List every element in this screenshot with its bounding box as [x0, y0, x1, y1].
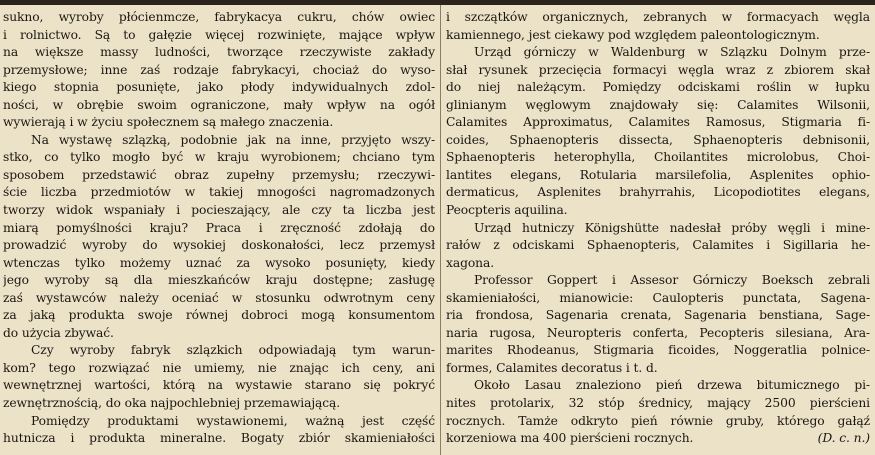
text-line: [446, 290, 870, 308]
text-line: [3, 360, 435, 378]
line-text: coides, Sphaenopteris dissecta, Sphaenopteris debnisonii,: [446, 132, 870, 147]
line-text: prowadzić wyroby do wysokiej doskonałości, lecz przemysł: [3, 238, 435, 253]
top-rule: [0, 0, 875, 5]
text-line: [3, 342, 435, 360]
line-text: wewnętrznej wartości, którą na wystawie starano się pokryć: [3, 378, 435, 393]
line-text: skamieniałości, mianowicie: Caulopteris punctata, Sagena-: [446, 290, 870, 305]
line-text: rocznych. Tamże odkryto pień równie gruby, którego gałąź: [446, 413, 870, 428]
line-text: zewnętrznością, do oka najpochlebniej przemawiającą.: [3, 396, 341, 411]
left-column: [3, 9, 435, 448]
line-text: do użycia zbywać.: [3, 325, 114, 340]
text-line: [3, 220, 435, 238]
text-line: [446, 395, 870, 413]
text-line: [3, 325, 435, 343]
column-divider: [440, 5, 441, 455]
line-text: wywierają i w życiu społecznem są małego znaczenia.: [3, 115, 334, 130]
text-line: [446, 360, 870, 378]
text-line: [446, 237, 870, 255]
text-line: [3, 167, 435, 185]
line-text: tworzy widok wspaniały i pocieszający, ale czy ta liczba jest: [3, 203, 435, 218]
line-text: Urząd hutniczy Königshütte nadesłał próby węgli i mine-: [474, 220, 870, 235]
text-line: [3, 79, 435, 97]
text-line: [446, 79, 870, 97]
line-text: xagona.: [446, 255, 495, 270]
text-line: [3, 44, 435, 62]
line-text: glinianym węglowym znajdowały się: Calamites Wilsonii,: [446, 97, 870, 112]
line-text: do niej należącym. Pomiędzy odciskami roślin w łupku: [446, 80, 870, 95]
line-text: Czy wyroby fabryk szlązkich odpowiadają tym warun-: [31, 343, 435, 358]
line-text: Na wystawę szlązką, podobnie jak na inne, przyjęto wszy-: [31, 132, 435, 147]
text-line: [3, 377, 435, 395]
line-text: hutnicza i produkta mineralne. Bogaty zbiór skamieniałości: [3, 431, 435, 446]
line-text: dermaticus, Asplenites brahyrrahis, Licopodiotites elegans,: [446, 185, 870, 200]
text-line: [446, 167, 870, 185]
line-text: Calamites Approximatus, Calamites Ramosus, Stigmaria fi-: [446, 115, 870, 130]
line-text: Pomiędzy produktami wystawionemi, ważną jest część: [31, 413, 435, 428]
text-line: [3, 62, 435, 80]
line-text: marites Rhodeanus, Stigmaria ficoides, Noggeratlia polnice-: [446, 343, 870, 358]
line-text: korzeniowa ma 400 pierścieni rocznych.: [446, 431, 694, 446]
text-line: [3, 307, 435, 325]
text-line: [446, 430, 870, 448]
text-line: [446, 220, 870, 238]
text-line: [3, 430, 435, 448]
line-text: rałów z odciskami Sphaenopteris, Calamites i Sigillaria he-: [446, 238, 870, 253]
line-text: jego wyroby są dla mieszkańców kraju dostępne; zasługę: [3, 273, 435, 288]
signature: (D. c. n.): [817, 431, 870, 446]
text-line: [3, 413, 435, 431]
line-text: kom? tego rozwiązać nie umiemy, nie znając ich ceny, ani: [3, 360, 435, 375]
line-text: Około Lasau znaleziono pień drzewa bitumicznego pi-: [474, 378, 870, 393]
text-line: [446, 325, 870, 343]
line-text: wtenczas tylko możemy uznać za wysoko posunięty, kiedy: [3, 255, 435, 270]
text-line: [446, 377, 870, 395]
text-line: [3, 184, 435, 202]
text-line: [446, 44, 870, 62]
line-text: na większe massy ludności, tworzące rzeczywiste zakłady: [3, 45, 435, 60]
line-text: kamiennego, jest ciekawy pod względem paleontologicznym.: [446, 27, 820, 42]
text-line: [446, 9, 870, 27]
line-text: naria rugosa, Neuropteris conferta, Pecopteris silesiana, Ara-: [446, 325, 870, 340]
text-line: [446, 62, 870, 80]
line-text: nites protolarix, 32 stóp średnicy, mający 2500 pierścieni: [446, 396, 870, 411]
text-line: [3, 202, 435, 220]
right-column: [446, 9, 870, 448]
line-text: przemysłowe; inne zaś rodzaje fabrykacyi, chociaż do wyso-: [3, 62, 435, 77]
text-line: [3, 149, 435, 167]
text-line: [446, 184, 870, 202]
text-line: [446, 413, 870, 431]
line-text: sposobem przedstawić obraz zupełny przemysłu; rzeczywi-: [3, 167, 435, 182]
line-text: formes, Calamites decoratus i t. d.: [446, 360, 658, 375]
line-text: ności, w obrębie swoim ograniczone, mały wpływ na ogół: [3, 97, 435, 112]
text-line: [446, 342, 870, 360]
text-line: [446, 272, 870, 290]
line-text: i rolnictwo. Są to gałęzie więcej rozwinięte, mające wpływ: [3, 27, 435, 42]
text-line: [3, 290, 435, 308]
text-line: [446, 27, 870, 45]
text-line: [3, 272, 435, 290]
text-line: [3, 395, 435, 413]
text-line: [3, 27, 435, 45]
line-text: i szczątków organicznych, zebranych w formacyach węgla: [446, 10, 870, 24]
text-line: [446, 202, 870, 220]
line-text: Sphaenopteris heterophylla, Choilantites microlobus, Choi-: [446, 150, 870, 165]
text-line: [3, 97, 435, 115]
text-line: [3, 132, 435, 150]
text-line: [446, 132, 870, 150]
line-text: miarą pomyślności kraju? Praca i zręczność zdołają do: [3, 220, 435, 235]
text-line: [3, 237, 435, 255]
text-line: [446, 255, 870, 273]
text-line: [446, 114, 870, 132]
text-line: [3, 114, 435, 132]
line-text: Professor Goppert i Assesor Górniczy Boeksch zebrali: [474, 273, 870, 288]
line-text: sukno, wyroby płócienmcze, fabrykacya cukru, chów owiec: [3, 10, 435, 24]
line-text: zaś wystawców należy oceniać w stosunku odwrotnym ceny: [3, 290, 435, 305]
line-text: kiego stopnia posunięte, jako płody indywidualnych zdol-: [3, 80, 435, 95]
line-text: stko, co tylko mogło być w kraju wyrobionem; chciano tym: [3, 150, 435, 165]
text-line: [3, 9, 435, 27]
line-text: ria frondosa, Sagenaria crenata, Sagenaria benstiana, Sage-: [446, 308, 870, 323]
text-line: [446, 97, 870, 115]
line-text: lantites elegans, Rotularia marsilefolia, Asplenites ophio-: [446, 167, 870, 182]
text-line: [446, 307, 870, 325]
line-text: Peocpteris aquilina.: [446, 203, 568, 218]
line-text: Urząd górniczy w Waldenburg w Szlązku Dolnym prze-: [474, 45, 870, 60]
line-text: słał rysunek przecięcia formacyi węgla wraz z zbiorem skał: [446, 62, 870, 77]
line-text: za jaką produkta swoje równej dobroci mogą konsumentom: [3, 308, 435, 323]
line-text: ście liczba przedmiotów w takiej mnogości nagromadzonych: [3, 185, 435, 200]
text-line: [3, 255, 435, 273]
text-line: [446, 149, 870, 167]
